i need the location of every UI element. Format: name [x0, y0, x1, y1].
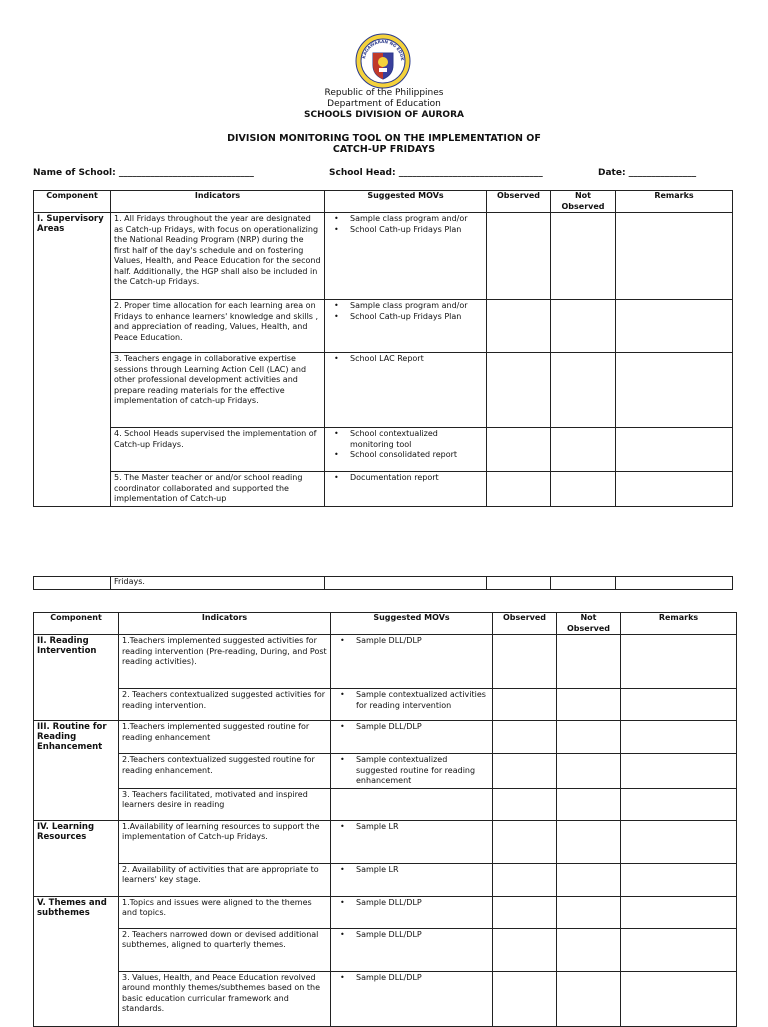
not-observed-cell[interactable]	[551, 428, 616, 472]
date-field[interactable]: Date: _______________	[598, 168, 697, 178]
not-observed-cell[interactable]	[557, 689, 621, 721]
movs-list	[334, 755, 489, 787]
observed-cell[interactable]	[487, 428, 551, 472]
table-row	[34, 896, 737, 928]
mov-item: • Sample DLL/DLP	[356, 973, 489, 984]
movs-list	[334, 822, 489, 833]
not-observed-cell[interactable]	[551, 472, 616, 507]
movs-cell	[325, 353, 487, 428]
column-header-not-observed: Not Observed	[557, 613, 621, 635]
mov-item: • School LAC Report	[350, 354, 483, 365]
component-cell: I. Supervisory Areas	[34, 213, 111, 507]
observed-cell[interactable]	[493, 788, 557, 820]
table-row	[34, 721, 737, 754]
mov-item: • School Cath-up Fridays Plan	[350, 225, 483, 236]
movs-cell	[331, 689, 493, 721]
not-observed-cell[interactable]	[557, 635, 621, 689]
indicator-cell: 3. Teachers engage in collaborative expertise sessions through Learning Action Cell (LAC) and other professional development activities and prepare reading materials for the effective implementation of catch-up Fridays.	[111, 353, 325, 428]
movs-cell	[325, 472, 487, 507]
mov-item: • Sample DLL/DLP	[356, 898, 489, 909]
table-row	[34, 353, 733, 428]
mov-item: • Sample DLL/DLP	[356, 636, 489, 647]
movs-list	[334, 636, 489, 647]
movs-list	[328, 214, 483, 235]
movs-cell	[331, 896, 493, 928]
indicator-cell: 1.Topics and issues were aligned to the themes and topics.	[119, 896, 331, 928]
observed-cell[interactable]	[487, 472, 551, 507]
mov-item: • Documentation report	[350, 473, 483, 484]
remarks-cell[interactable]	[621, 635, 737, 689]
not-observed-cell[interactable]	[557, 820, 621, 863]
table-row	[34, 213, 733, 300]
column-header-indicators: Indicators	[119, 613, 331, 635]
observed-cell[interactable]	[487, 577, 551, 590]
movs-list	[328, 354, 483, 365]
observed-cell[interactable]	[487, 353, 551, 428]
mov-item: • School contextualized monitoring tool	[350, 429, 483, 450]
remarks-cell[interactable]	[621, 971, 737, 1026]
remarks-cell[interactable]	[621, 754, 737, 789]
movs-cell	[331, 635, 493, 689]
movs-cell	[331, 788, 493, 820]
indicator-cell: 5. The Master teacher or and/or school reading coordinator collaborated and supported the implementation of Catch-up	[111, 472, 325, 507]
component-cell: II. Reading Intervention	[34, 635, 119, 721]
table-row	[34, 635, 737, 689]
indicator-cell: 2. Teachers narrowed down or devised additional subthemes, aligned to quarterly themes.	[119, 928, 331, 971]
movs-list	[334, 690, 489, 711]
movs-cell	[325, 213, 487, 300]
movs-list	[334, 973, 489, 984]
remarks-cell[interactable]	[621, 896, 737, 928]
movs-list	[328, 429, 483, 461]
column-header-component: Component	[34, 613, 119, 635]
not-observed-cell[interactable]	[557, 928, 621, 971]
table-row	[34, 689, 737, 721]
remarks-cell[interactable]	[616, 300, 733, 353]
not-observed-cell[interactable]	[551, 577, 616, 590]
indicator-cell: 1. All Fridays throughout the year are designated as Catch-up Fridays, with focus on operationalizing the National Reading Program (NRP) during the first half of the day's schedule and on fostering Values, Health, and Peace Education for the second half. Additionally, the HGP shall also be included in the Catch-up Fridays.	[111, 213, 325, 300]
mov-item: • School Cath-up Fridays Plan	[350, 312, 483, 323]
movs-cell	[331, 863, 493, 896]
mov-item: • Sample LR	[356, 865, 489, 876]
not-observed-cell[interactable]	[557, 721, 621, 754]
not-observed-cell[interactable]	[551, 213, 616, 300]
not-observed-cell[interactable]	[557, 971, 621, 1026]
observed-cell[interactable]	[487, 213, 551, 300]
school-name-field[interactable]: Name of School: ______________________________	[33, 168, 254, 178]
column-header-remarks: Remarks	[616, 191, 733, 213]
table-row	[34, 428, 733, 472]
remarks-cell[interactable]	[621, 689, 737, 721]
movs-list	[334, 722, 489, 733]
monitoring-table-page1	[33, 190, 733, 507]
column-header-observed: Observed	[487, 191, 551, 213]
mov-item: • Sample LR	[356, 822, 489, 833]
remarks-cell[interactable]	[621, 820, 737, 863]
observed-cell[interactable]	[493, 635, 557, 689]
remarks-cell[interactable]	[616, 353, 733, 428]
indicator-cell: Fridays.	[111, 577, 325, 590]
mov-item: • Sample contextualized activities for reading intervention	[356, 690, 489, 711]
column-header-component: Component	[34, 191, 111, 213]
not-observed-cell[interactable]	[551, 300, 616, 353]
observed-cell[interactable]	[493, 754, 557, 789]
indicator-cell: 4. School Heads supervised the implementation of Catch-up Fridays.	[111, 428, 325, 472]
table-row	[34, 820, 737, 863]
mov-item: • School consolidated report	[350, 450, 483, 461]
indicator-cell: 3. Teachers facilitated, motivated and inspired learners desire in reading	[119, 788, 331, 820]
column-header-observed: Observed	[493, 613, 557, 635]
not-observed-cell[interactable]	[557, 754, 621, 789]
remarks-cell[interactable]	[621, 721, 737, 754]
component-cell: IV. Learning Resources	[34, 820, 119, 896]
movs-cell	[331, 928, 493, 971]
mov-item: • Sample DLL/DLP	[356, 930, 489, 941]
component-cell: III. Routine for Reading Enhancement	[34, 721, 119, 821]
remarks-cell[interactable]	[616, 472, 733, 507]
observed-cell[interactable]	[487, 300, 551, 353]
not-observed-cell[interactable]	[551, 353, 616, 428]
movs-cell	[325, 300, 487, 353]
mov-item: • Sample contextualized suggested routine for reading enhancement	[356, 755, 489, 787]
movs-cell	[331, 721, 493, 754]
indicator-cell: 3. Values, Health, and Peace Education revolved around monthly themes/subthemes based on the basic education curricular framework and standards.	[119, 971, 331, 1026]
mov-item: • Sample class program and/or	[350, 214, 483, 225]
observed-cell[interactable]	[493, 820, 557, 863]
remarks-cell[interactable]	[616, 577, 733, 590]
document-title-line2: CATCH-UP FRIDAYS	[332, 144, 436, 155]
column-header-indicators: Indicators	[111, 191, 325, 213]
indicator-cell: 2. Teachers contextualized suggested activities for reading intervention.	[119, 689, 331, 721]
column-header-movs: Suggested MOVs	[331, 613, 493, 635]
remarks-cell[interactable]	[616, 213, 733, 300]
not-observed-cell[interactable]	[557, 788, 621, 820]
table-row	[34, 863, 737, 896]
svg-text:KAGAWARAN NG EDUKASYON: KAGAWARAN NG EDUK	[361, 38, 406, 61]
indicator-cell: 1.Teachers implemented suggested activities for reading intervention (Pre-reading, During, and Post reading activities).	[119, 635, 331, 689]
movs-cell	[325, 577, 487, 590]
not-observed-cell[interactable]	[557, 896, 621, 928]
school-head-field[interactable]: School Head: ________________________________	[329, 168, 543, 178]
mov-item: • Sample class program and/or	[350, 301, 483, 312]
indicator-cell: 2.Teachers contextualized suggested routine for reading enhancement.	[119, 754, 331, 789]
observed-cell[interactable]	[493, 863, 557, 896]
division-line: SCHOOLS DIVISION OF AURORA	[304, 110, 464, 120]
deped-seal-logo	[355, 33, 411, 89]
not-observed-cell[interactable]	[557, 863, 621, 896]
column-header-remarks: Remarks	[621, 613, 737, 635]
observed-cell[interactable]	[493, 721, 557, 754]
observed-cell[interactable]	[493, 689, 557, 721]
movs-list	[328, 301, 483, 322]
indicator-cell: 1.Teachers implemented suggested routine for reading enhancement	[119, 721, 331, 754]
indicator-cell: 2. Proper time allocation for each learning area on Fridays to enhance learners' knowledge and skills , and appreciation of reading, Values, Health, and Peace Education.	[111, 300, 325, 353]
component-cell: V. Themes and subthemes	[34, 896, 119, 1026]
observed-cell[interactable]	[493, 928, 557, 971]
column-header-not-observed: Not Observed	[551, 191, 616, 213]
table-row	[34, 971, 737, 1026]
remarks-cell[interactable]	[621, 928, 737, 971]
component-cell	[34, 577, 111, 590]
observed-cell[interactable]	[493, 896, 557, 928]
movs-cell	[331, 971, 493, 1026]
mov-item: • Sample DLL/DLP	[356, 722, 489, 733]
remarks-cell[interactable]	[621, 863, 737, 896]
monitoring-table-page2	[33, 612, 737, 1027]
observed-cell[interactable]	[493, 971, 557, 1026]
movs-cell	[331, 754, 493, 789]
document-title-line1: DIVISION MONITORING TOOL ON THE IMPLEMENTATION OF	[227, 133, 541, 144]
republic-line: Republic of the Philippines	[324, 88, 444, 98]
movs-cell	[331, 820, 493, 863]
remarks-cell[interactable]	[621, 788, 737, 820]
table-row	[34, 754, 737, 789]
table-row	[34, 928, 737, 971]
department-line: Department of Education	[327, 99, 441, 109]
movs-cell	[325, 428, 487, 472]
table-row	[34, 788, 737, 820]
movs-list	[334, 898, 489, 909]
table-row	[34, 300, 733, 353]
continuation-table	[33, 576, 733, 590]
indicator-cell: 1.Availability of learning resources to support the implementation of Catch-up Fridays.	[119, 820, 331, 863]
movs-list	[328, 473, 483, 484]
column-header-movs: Suggested MOVs	[325, 191, 487, 213]
indicator-cell: 2. Availability of activities that are appropriate to learners' key stage.	[119, 863, 331, 896]
movs-list	[334, 865, 489, 876]
movs-list	[334, 930, 489, 941]
remarks-cell[interactable]	[616, 428, 733, 472]
table-row	[34, 472, 733, 507]
